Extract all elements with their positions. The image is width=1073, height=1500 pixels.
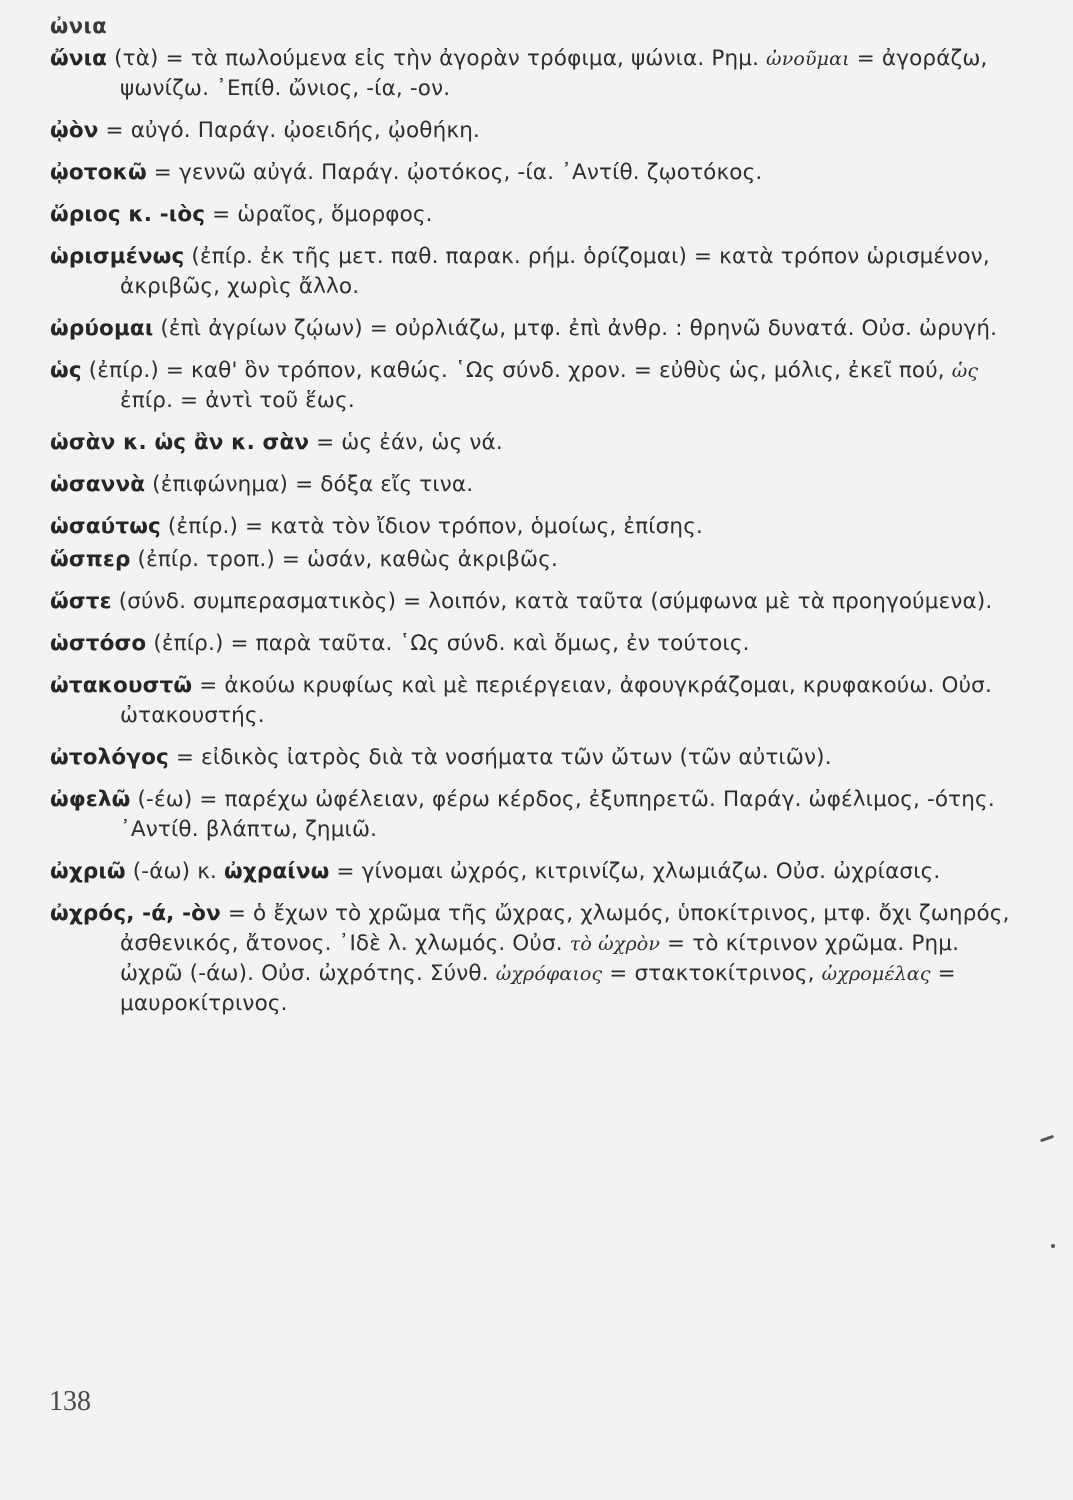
italic-term: ὡς <box>951 360 979 382</box>
entry <box>50 545 1010 575</box>
headword: ὡσὰν κ. ὡς ἂν κ. σὰν <box>50 430 310 455</box>
italic-term: ὠνοῦμαι <box>766 48 850 70</box>
headword: ᾠοτοκῶ <box>50 160 147 185</box>
entry <box>50 158 1010 188</box>
definition: = στακτοκίτρινος, <box>602 961 822 986</box>
definition: (σύνδ. συμπερασματικὸς) = λοιπόν, κατὰ ταῦτα (σύμφωνα μὲ τὰ προηγούμενα). <box>111 589 993 614</box>
headword: ὠχρός, -ά, -ὸν <box>50 901 221 926</box>
entry <box>50 356 1010 416</box>
italic-term: τὸ ὠχρὸν <box>569 933 661 955</box>
italic-term: ὠχρόφαιος <box>495 963 603 985</box>
definition: = ὡς ἐάν, ὡς νά. <box>309 430 503 455</box>
ink-speck <box>1040 1135 1054 1143</box>
headword: ὡς <box>50 358 82 383</box>
entry-list <box>50 44 1010 1031</box>
headword: ὡστόσο <box>50 631 147 656</box>
definition: = εἰδικὸς ἰατρὸς διὰ τὰ νοσήματα τῶν ὤτων (τῶν αὐτιῶν). <box>168 745 832 770</box>
definition: = ἀγοράζω, ψωνίζω. ᾿Επίθ. ὤνιος, -ία, -ον. <box>120 46 988 101</box>
headword: ὡσαύτως <box>50 514 161 539</box>
definition: (ἐπίρ.) = παρὰ ταῦτα. ῾Ως σύνδ. καὶ ὅμως, ἐν τούτοις. <box>146 631 750 656</box>
definition: (τὰ) = τὰ πωλούμενα εἰς τὴν ἀγορὰν τρόφιμα, ψώνια. Ρημ. <box>107 46 767 71</box>
entry <box>50 44 1010 104</box>
headword: ὠφελῶ <box>50 787 131 812</box>
entry <box>50 470 1010 500</box>
entry <box>50 116 1010 146</box>
entry <box>50 629 1010 659</box>
headword: ὥστε <box>50 589 112 614</box>
definition: (ἐπὶ ἀγρίων ζῴων) = οὐρλιάζω, μτφ. ἐπὶ ἀνθρ. : θρηνῶ δυνατά. Οὐσ. ὠρυγή. <box>153 316 998 341</box>
definition: = ἀκούω κρυφίως καὶ μὲ περιέργειαν, ἀφουγκράζομαι, κρυφακούω. Οὐσ. ὠτακουστής. <box>120 673 992 728</box>
headword: ὡσαννὰ <box>50 472 146 497</box>
entry <box>50 899 1010 1019</box>
definition: (ἐπίρ. ἐκ τῆς μετ. παθ. παρακ. ρήμ. ὁρίζομαι) = κατὰ τρόπον ὡρισμένον, ἀκριβῶς, χωρὶς ἄλλο. <box>120 244 990 299</box>
entry <box>50 200 1010 230</box>
entry <box>50 314 1010 344</box>
entry <box>50 587 1010 617</box>
definition: (ἐπίρ. τροπ.) = ὡσάν, καθὼς ἀκριβῶς. <box>130 547 558 572</box>
italic-term: ὠχρομέλας <box>821 963 931 985</box>
running-head: ὠνια <box>50 14 108 38</box>
ink-speck <box>1051 1244 1055 1248</box>
headword: ὥσπερ <box>50 547 131 572</box>
definition: (ἐπιφώνημα) = δόξα εἴς τινα. <box>145 472 474 497</box>
headword: ὠτακουστῶ <box>50 673 193 698</box>
definition: (ἐπίρ.) = κατὰ τὸν ἴδιον τρόπον, ὁμοίως, ἐπίσης. <box>160 514 703 539</box>
entry <box>50 671 1010 731</box>
entry <box>50 242 1010 302</box>
entry <box>50 512 1010 542</box>
headword: ὤνια <box>50 46 108 71</box>
definition: (-έω) = παρέχω ὠφέλειαν, φέρω κέρδος, ἐξυπηρετῶ. Παράγ. ὠφέλιμος, -ότης. ᾿Αντίθ. βλάπτω, ζημιῶ. <box>120 787 995 842</box>
headword: ᾠὸν <box>50 118 99 143</box>
definition: = ὡραῖος, ὅμορφος. <box>205 202 433 227</box>
headword: ὡρισμένως <box>50 244 185 269</box>
definition: = αὐγό. Παράγ. ᾠοειδής, ᾠοθήκη. <box>98 118 480 143</box>
headword-variant: ὠχραίνω <box>223 859 330 884</box>
entry <box>50 743 1010 773</box>
headword: ὠχριῶ <box>50 859 126 884</box>
headword: ὠρύομαι <box>50 316 154 341</box>
headword: ὠτολόγος <box>50 745 169 770</box>
definition: = γεννῶ αὐγά. Παράγ. ᾠοτόκος, -ία. ᾿Αντίθ. ζῳοτόκος. <box>146 160 763 185</box>
definition: (-άω) κ. <box>125 859 224 884</box>
page-number: 138 <box>49 1386 91 1417</box>
definition: = μαυροκίτρινος. <box>120 961 956 1016</box>
definition: = ὁ ἔχων τὸ χρῶμα τῆς ὤχρας, χλωμός, ὑποκίτρινος, μτφ. ὄχι ζωηρός, ἀσθενικός, ἄτονος. ᾿Ιδὲ λ. χλωμός. Οὐσ. <box>120 901 1010 956</box>
definition: = γίνομαι ὠχρός, κιτρινίζω, χλωμιάζω. Οὐσ. ὠχρίασις. <box>329 859 941 884</box>
entry <box>50 857 1010 887</box>
headword: ὥριος κ. -ιὸς <box>50 202 206 227</box>
entry <box>50 785 1010 845</box>
definition: (ἐπίρ.) = καθ' ὃν τρόπον, καθώς. ῾Ως σύνδ. χρον. = εὐθὺς ὡς, μόλις, ἐκεῖ πού, <box>81 358 952 383</box>
entry <box>50 428 1010 458</box>
definition: ἐπίρ. = ἀντὶ τοῦ ἕως. <box>120 388 355 413</box>
definition: = τὸ κίτρινον χρῶμα. Ρημ. ὠχρῶ (-άω). Οὐσ. ὠχρότης. Σύνθ. <box>120 931 960 986</box>
